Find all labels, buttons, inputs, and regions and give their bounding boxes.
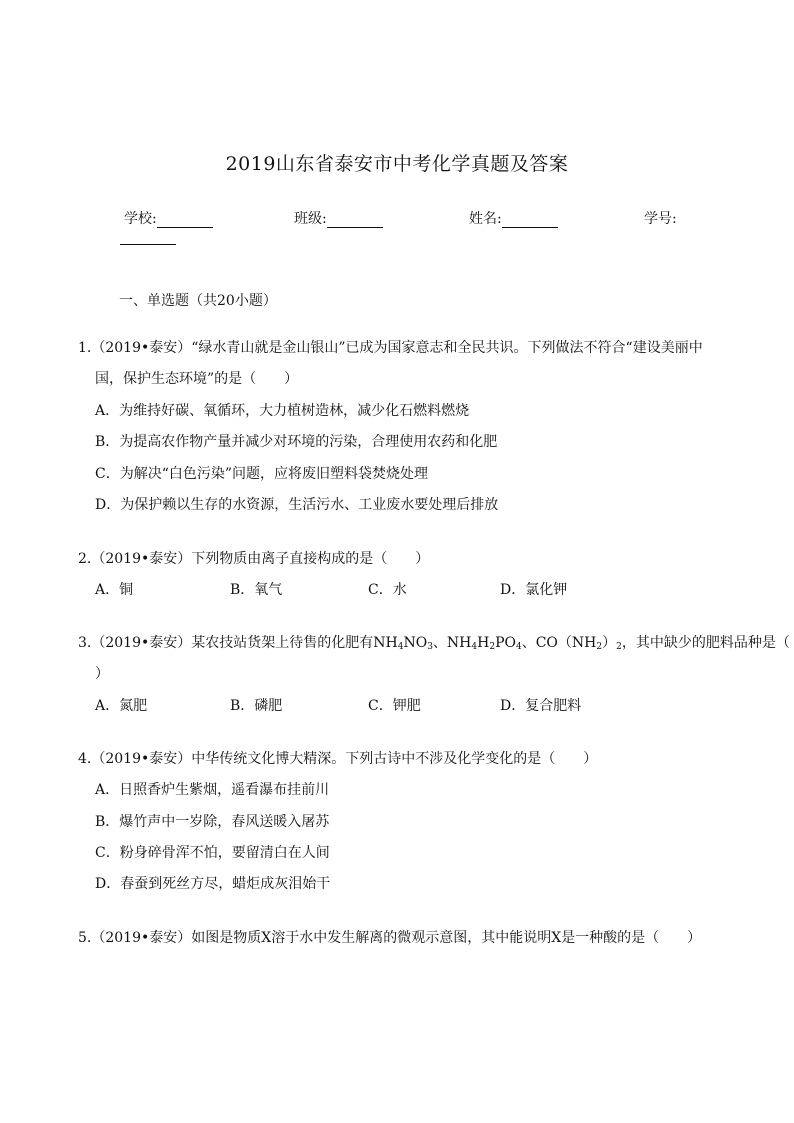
page-title: 2019山东省泰安市中考化学真题及答案 xyxy=(225,153,569,175)
school-label: 学校: xyxy=(124,211,157,227)
q2-stem: 2.（2019•泰安）下列物质由离子直接构成的是（ ） xyxy=(78,551,430,567)
q1-stem-line1: 1.（2019•泰安）“绿水青山就是金山银山”已成为国家意志和全民共识。下列做法不符合“建设美丽中 xyxy=(78,340,703,356)
q4-option-a: A．日照香炉生紫烟，遥看瀑布挂前川 xyxy=(95,782,330,798)
q1-option-a: A．为维持好碳、氧循环，大力植树造林，减少化石燃料燃烧 xyxy=(95,403,470,419)
q3-option-c: C．钾肥 xyxy=(368,698,421,714)
q5-stem: 5.（2019•泰安）如图是物质X溶于水中发生解离的微观示意图，其中能说明X是一种酸的是（ ） xyxy=(78,930,702,946)
q3-option-b: B．磷肥 xyxy=(230,698,283,714)
q3-options xyxy=(95,696,655,716)
formula-urea: $CO(NH_2)_2$ xyxy=(535,635,622,652)
formula-ammonium-nitrate: $NH_4NO_3$ xyxy=(373,635,433,652)
q1-stem-line2: 国，保护生态环境”的是（ ） xyxy=(95,371,299,387)
q1-option-d: D．为保护赖以生存的水资源，生活污水、工业废水要处理后排放 xyxy=(95,497,499,513)
school-blank xyxy=(157,212,213,228)
q3-option-d: D．复合肥料 xyxy=(500,698,582,714)
q1-option-c: C．为解决“白色污染”问题，应将废旧塑料袋焚烧处理 xyxy=(95,466,429,482)
student-info-row xyxy=(124,208,684,228)
q1-option-b: B．为提高农作物产量并减少对环境的污染，合理使用农药和化肥 xyxy=(95,434,498,450)
school-field xyxy=(124,208,213,228)
q4-option-b: B．爆竹声中一岁除，春风送暖入屠苏 xyxy=(95,814,330,830)
q2-option-d: D．氯化钾 xyxy=(500,582,568,598)
q2-options xyxy=(95,580,655,600)
q2-option-c: C．水 xyxy=(368,582,407,598)
q3-suffix: ，其中缺少的肥料品种是（ xyxy=(621,635,790,651)
name-label: 姓名: xyxy=(469,211,502,227)
q4-option-c: C．粉身碎骨浑不怕，要留清白在人间 xyxy=(95,845,330,861)
q2-option-a: A．铜 xyxy=(95,582,134,598)
formula-ammonium-dihydrogen-phosphate: $NH_4H_2PO_4$ xyxy=(446,635,522,652)
section-heading: 一、单选题（共20小题） xyxy=(119,293,277,309)
class-field xyxy=(294,208,383,228)
q3-stem-line2: ） xyxy=(95,666,109,682)
q3-prefix: 3.（2019•泰安）某农技站货架上待售的化肥有 xyxy=(78,635,374,651)
class-label: 班级: xyxy=(294,211,327,227)
q3-stem-line1: 3.（2019•泰安）某农技站货架上待售的化肥有$NH_4NO_3$、$NH_4H_2PO_4$、$CO(NH_2)_2$，其中缺少的肥料品种是（ xyxy=(78,635,790,652)
name-blank xyxy=(502,212,558,228)
class-blank xyxy=(327,212,383,228)
name-field xyxy=(469,208,558,228)
number-blank xyxy=(120,230,176,245)
q2-option-b: B．氧气 xyxy=(230,582,283,598)
q3-option-a: A．氮肥 xyxy=(95,698,148,714)
q4-stem: 4.（2019•泰安）中华传统文化博大精深。下列古诗中不涉及化学变化的是（ ） xyxy=(78,751,598,767)
q4-option-d: D．春蚕到死丝方尽，蜡炬成灰泪始干 xyxy=(95,876,331,892)
number-label: 学号: xyxy=(644,211,677,227)
